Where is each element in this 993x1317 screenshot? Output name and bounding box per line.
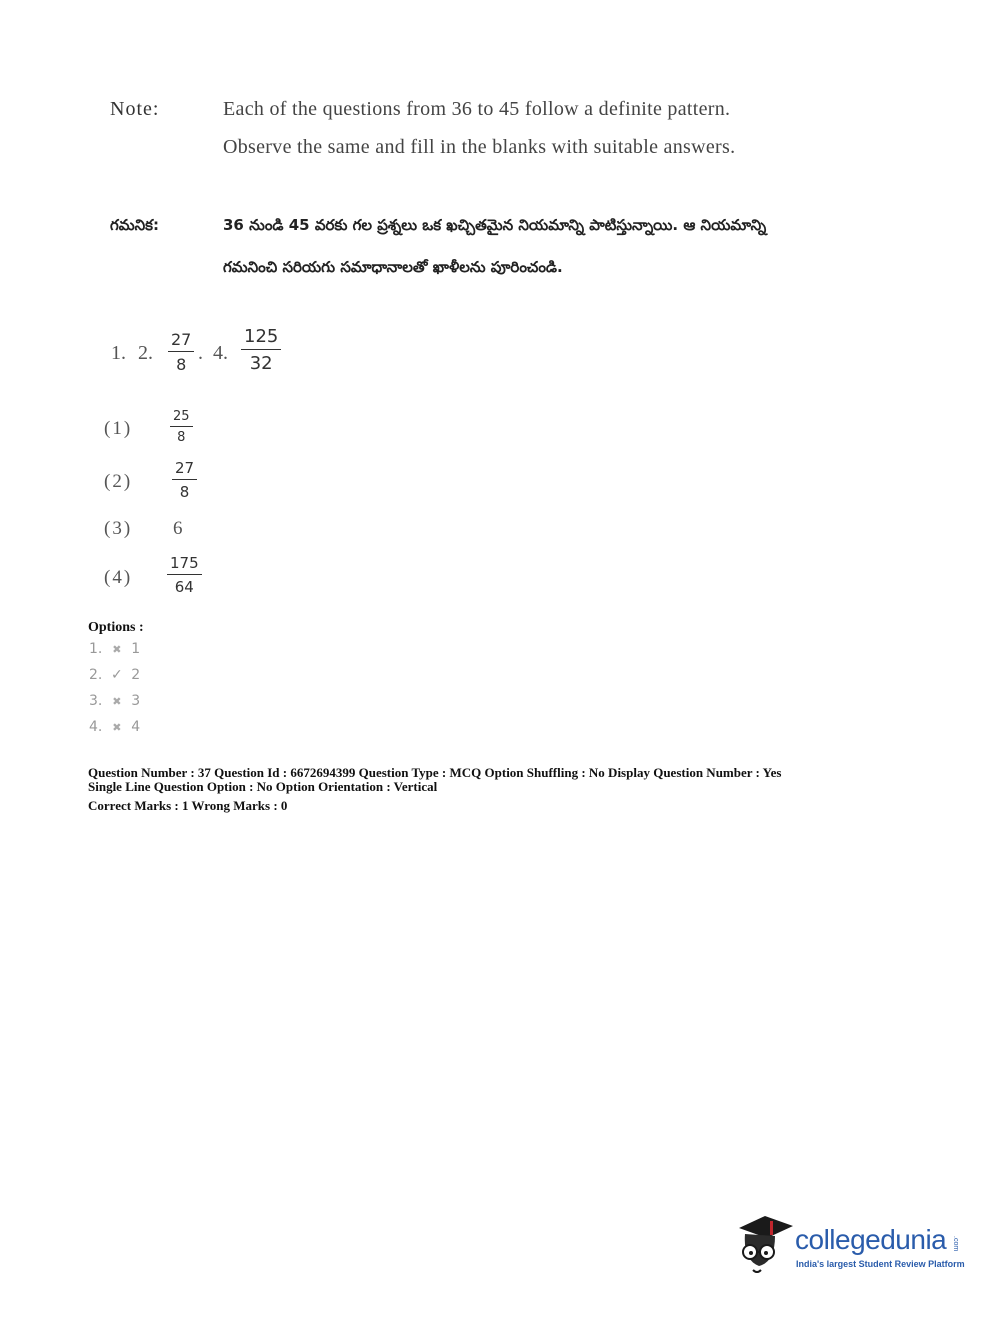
option-row-3 — [89, 693, 140, 709]
sequence-term-1: 1. — [111, 342, 126, 364]
fraction-denominator: 8 — [176, 354, 187, 374]
option-index: 2. — [89, 667, 103, 683]
option-value: 3 — [131, 693, 141, 709]
options-title: Options : — [88, 620, 144, 635]
note-line-1: Each of the questions from 36 to 45 follow a definite pattern. — [223, 98, 731, 120]
fraction-denominator: 8 — [177, 430, 186, 446]
cross-icon: ✖ — [112, 643, 122, 656]
telugu-note-line-2: గమనించి సరియగు సమాధానాలతో ఖాళీలను పూరించండి. — [223, 258, 563, 276]
graduate-mascot-icon — [735, 1212, 797, 1282]
question-marks: Correct Marks : 1 Wrong Marks : 0 — [88, 798, 288, 813]
fraction-denominator: 64 — [174, 577, 194, 596]
cross-icon: ✖ — [112, 695, 122, 708]
answer-label-1: (1) — [104, 418, 133, 439]
telugu-note-line-1: 36 నుండి 45 వరకు గల ప్రశ్నలు ఒక ఖచ్చితమైన నియమాన్ని పాటిస్తున్నాయి. ఆ నియమాన్ని — [223, 216, 767, 234]
note-label: Note: — [110, 98, 160, 120]
option-index: 1. — [89, 641, 103, 657]
brand-logo-suffix: .com — [952, 1236, 959, 1252]
fraction-denominator: 32 — [249, 352, 273, 374]
question-meta-line-1: Question Number : 37 Question Id : 6672694399 Question Type : MCQ Option Shuffling : No Display Question Number : Yes — [88, 765, 782, 780]
answer-value-3: 6 — [173, 518, 183, 539]
fraction-numerator: 27 — [168, 331, 194, 352]
sequence-separator: . — [198, 342, 203, 364]
fraction-numerator: 27 — [172, 460, 197, 480]
answer-label-4: (4) — [104, 567, 133, 588]
fraction-numerator: 175 — [167, 555, 202, 575]
fraction-denominator: 8 — [179, 482, 190, 501]
answer-label-3: (3) — [104, 518, 133, 539]
question-meta-line-2: Single Line Question Option : No Option Orientation : Vertical — [88, 779, 438, 794]
cross-icon: ✖ — [112, 721, 122, 734]
answer-label-2: (2) — [104, 471, 133, 492]
option-index: 3. — [89, 693, 103, 709]
option-row-1 — [89, 641, 140, 657]
sequence-term-2: 2. — [138, 342, 153, 364]
answer-fraction-2 — [172, 460, 197, 500]
sequence-fraction-1 — [168, 331, 194, 373]
option-row-2 — [89, 667, 140, 683]
option-value: 2 — [131, 667, 141, 683]
sequence-term-4: 4. — [213, 342, 228, 364]
brand-tagline: India's largest Student Review Platform — [796, 1259, 965, 1269]
answer-fraction-1 — [170, 410, 193, 446]
option-value: 4 — [131, 719, 141, 735]
check-icon: ✓ — [110, 667, 123, 683]
note-line-2: Observe the same and fill in the blanks with suitable answers. — [223, 136, 736, 158]
option-row-4 — [89, 719, 140, 735]
option-value: 1 — [131, 641, 141, 657]
fraction-numerator: 125 — [241, 327, 281, 350]
telugu-note-label: గమనిక: — [110, 216, 159, 234]
option-index: 4. — [89, 719, 103, 735]
sequence-fraction-2 — [241, 327, 281, 374]
brand-logo-text: collegedunia — [795, 1224, 947, 1255]
answer-fraction-4 — [167, 555, 202, 595]
fraction-numerator: 25 — [170, 410, 193, 427]
